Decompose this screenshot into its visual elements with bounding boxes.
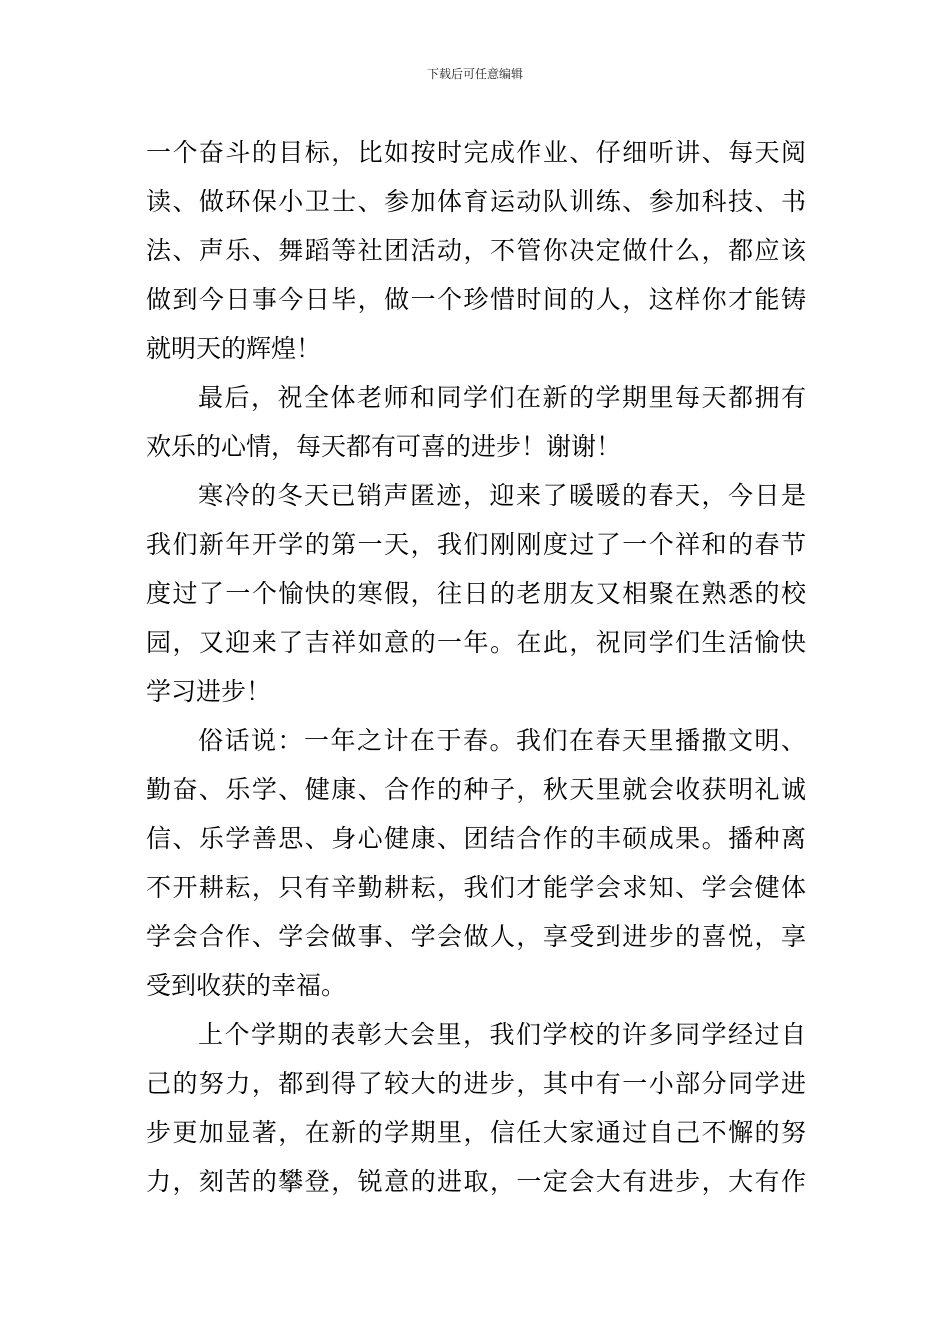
text-line: 受到收获的幸福。 [146,971,347,1000]
text-line: 读、做环保小卫士、参加体育运动队训练、参加科技、书 [146,187,806,216]
text-line: 不开耕耘，只有辛勤耕耘，我们才能学会求知、学会健体 [146,873,806,902]
text-line: 度过了一个愉快的寒假，往日的老朋友又相聚在熟悉的校 [146,579,806,608]
text-line: 学会合作、学会做事、学会做人，享受到进步的喜悦，享 [146,922,806,951]
text-line: 最后，祝全体老师和同学们在新的学期里每天都拥有 [198,383,806,412]
text-line: 步更加显著，在新的学期里，信任大家通过自己不懈的努 [146,1118,806,1147]
text-line: 信、乐学善思、身心健康、团结合作的丰硕成果。播种离 [146,824,806,853]
text-line: 己的努力，都到得了较大的进步，其中有一小部分同学进 [146,1069,806,1098]
page-header: 下载后可任意编辑 [426,67,523,81]
text-line: 法、声乐、舞蹈等社团活动，不管你决定做什么，都应该 [146,236,806,265]
text-line: 我们新年开学的第一天，我们刚刚度过了一个祥和的春节 [146,530,806,559]
text-line: 俗话说：一年之计在于春。我们在春天里播撒文明、 [198,726,806,755]
text-line: 做到今日事今日毕，做一个珍惜时间的人，这样你才能铸 [146,285,806,314]
text-line: 上个学期的表彰大会里，我们学校的许多同学经过自 [198,1020,806,1049]
document-body [146,128,806,1206]
text-line: 勤奋、乐学、健康、合作的种子，秋天里就会收获明礼诚 [146,775,806,804]
text-line: 欢乐的心情，每天都有可喜的进步！谢谢！ [146,432,622,461]
text-line: 寒冷的冬天已销声匿迹，迎来了暖暖的春天，今日是 [198,481,806,510]
text-line: 一个奋斗的目标，比如按时完成作业、仔细听讲、每天阅 [146,138,806,167]
text-line: 就明天的辉煌！ [146,334,322,363]
text-line: 园，又迎来了吉祥如意的一年。在此，祝同学们生活愉快 [146,628,806,657]
text-line: 学习进步！ [146,677,272,706]
text-line: 力，刻苦的攀登，锐意的进取，一定会大有进步，大有作 [146,1167,806,1196]
